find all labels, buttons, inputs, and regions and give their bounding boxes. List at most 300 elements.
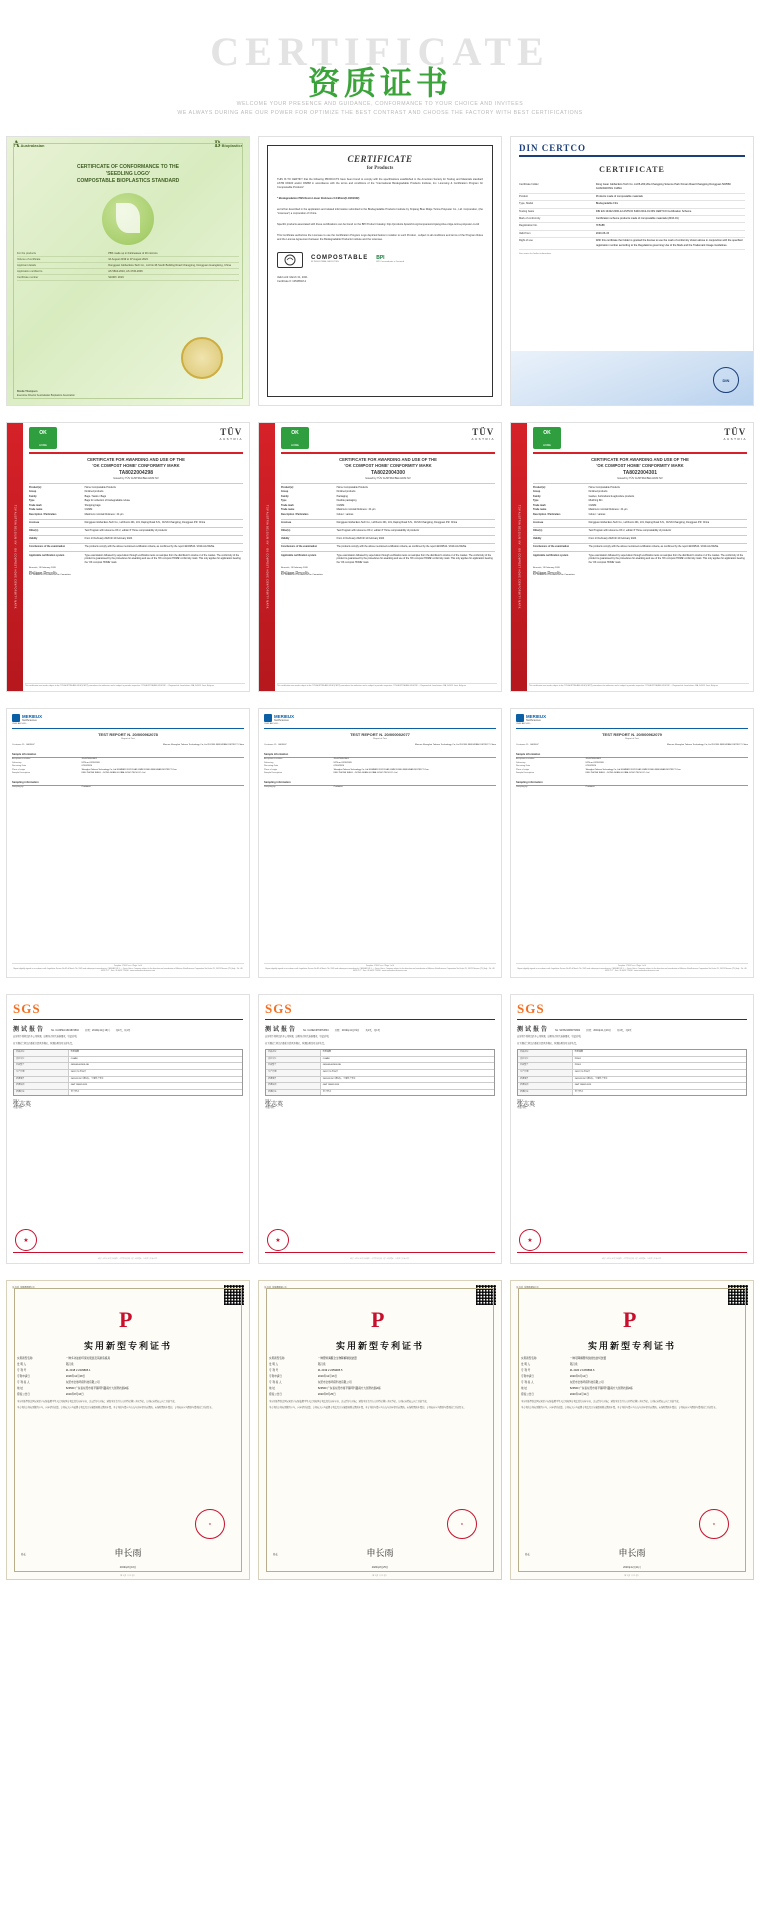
patent-row-key: 专 利 号 [521,1369,531,1372]
seedling-row-value: S1048 / 2019 [108,276,124,279]
patent-certificate-number: 证书号 第9533810 号 [516,1286,539,1289]
certificate-cell[interactable] [6,136,250,406]
tuv-row-value: Colour : various [588,513,606,517]
tuv-row-key: Family [29,494,37,498]
tuv-side-band: TÜV AUSTRIA BELGIUM NV · OK COMPOST HOME CONFORMITY MARK [7,423,23,691]
sgs-cell-key: 检测依据 [14,1083,69,1089]
patent-director-signature: 申长雨 [114,1548,142,1558]
din-row [519,194,745,201]
patent-title: 实用新型专利证书 [83,1341,172,1351]
patent-row-key: 专 利 号 [269,1369,279,1372]
gold-seal-icon [181,337,223,379]
patent-page-footer: 第 1 页（共 1 页） [624,1575,640,1577]
sgs-cell-key: 生产日期 [518,1070,573,1076]
merieux-sample-value: 20-007460-0001 [81,758,97,761]
sgs-table [517,1049,747,1096]
tuv-licensee-label: Licensee [533,521,544,525]
sgs-cell-key: 委托单位 [518,1057,573,1063]
sgs-cell-key: 检测结论 [266,1090,321,1096]
tuv-footer: This certification was made subject to the TÜV AUSTRIA BELGIUM (CERT) procedures for attribution and is subject to periodic inspection. TÜV AUSTRIA BELGIUM NV — Raymond de Larochelaan 19A, B-9051 Gent, Belgium [529,683,749,688]
merieux-page [516,714,748,972]
tuv-heading [533,457,747,469]
ok-compost-home-icon [281,427,309,449]
tuv-other-label: Other(s) [29,529,39,533]
patent-row-value: 2020年6月12日 [569,1375,588,1378]
merieux-sampling-title: Sampling information [516,781,748,786]
seedling-signer-name: Brodie Thompson [17,390,38,394]
patent-red-seal-icon: ★ [447,1509,477,1539]
sgs-cell-value: 符合要求 [70,1090,80,1093]
bpi-logos [277,252,483,268]
bpi-para-2: as further described in the application and related information submitted to the Biodegradable Products Institute by Xinjiang Blue Ridge Turina Polyester Co., Ltd. Corporation, (the "Licensee") a corporation of China [277,208,483,215]
merieux-footer [264,963,496,973]
certificate-cell[interactable] [258,1280,502,1580]
certificate-cell[interactable] [510,708,754,978]
sgs-table [13,1049,243,1096]
patent-emblem-letter: P [371,1307,385,1332]
din-certco-logo: DIN CERTCO [519,143,586,153]
din-detail-rows [511,182,753,256]
sgs-report-number: No. CANECI8708T2804 [303,1029,329,1032]
patent-row-key: 专利申请日 [269,1375,282,1378]
tuv-product-section [533,483,747,517]
tuv-product-section [29,483,243,517]
patent-page-footer: 第 1 页（共 1 页） [120,1575,136,1577]
tuv-row-value: Packaging [336,494,348,498]
merieux-customer-block [12,744,244,747]
merieux-template-line: Template: 176/02 rev. 4 Page 1 of 4 [113,965,143,968]
sgs-rule [265,1019,495,1020]
patent-title: 实用新型专利证书 [335,1341,424,1351]
patent-row-value: 2020年8月25日 [317,1393,336,1396]
din-row [519,238,745,250]
merieux-customer-block [516,744,748,747]
tuv-ok-compost-certificate-3[interactable] [510,422,754,692]
bpi-footer [277,276,483,284]
merieux-rule [516,728,748,729]
patent-director-signature: 申长雨 [366,1548,394,1558]
patent-row-key: 实用新型名称 [269,1357,285,1360]
tuv-row-key: Product(s): [281,485,294,489]
tuv-body [527,423,753,691]
sgs-red-rule [517,1252,747,1253]
merieux-footer [516,963,748,973]
merieux-sampling-block [12,781,244,789]
patent-row-key: 地 址 [521,1387,527,1390]
ok-compost-home-icon [29,427,57,449]
sgs-cell-value: CGMM [322,1057,330,1060]
tuv-other-section [29,527,243,533]
patent-paragraph-2: 本专利的专利权期限为十年，自申请日起算。专利权人应当依照专利法及其实施细则规定缴纳年费。本专利的年费应当在每年的申请日前缴纳。未按时缴纳年费的，专利权自应当缴纳年费期满之日起终止。 [269,1407,466,1410]
sgs-title: 测试报告 [517,1027,550,1033]
tuv-row-value: Finished products [336,490,356,494]
sgs-table-row [14,1077,242,1084]
seedling-row-key: Volume of certificate [17,258,41,261]
patent-director-signature: 申长雨 [618,1548,646,1558]
patent-row-key: 授权公告日 [521,1393,534,1396]
merieux-customer-address: Mesure Shanghai Takarra Technology Co.,Ltd 207460 FENGXIAN DISTRICT China [415,744,496,746]
tuv-row-key: Description / Particulars [281,513,309,517]
merieux-logo [12,714,244,722]
merieux-sampling-block [264,781,496,789]
merieux-customer-id-label: Customer ID [264,744,277,746]
sgs-report-number: No. CANHEC1619872802 [51,1029,79,1032]
bpi-certificate-image[interactable] [258,136,502,406]
tuv-signature-handwritten: Philippe Dewolfs [29,569,57,575]
tuv-licensee-value: Dongguan Global Eco-Tech Co., Ltd Room 201, 101, Daping Road S.N., CUSN Changping, Dongguan P.R. China [336,521,458,525]
merieux-sample-title: Sample information [12,753,244,758]
seedling-row-value: AS 5810-2010, AS 4736-2006 [108,270,143,273]
merieux-company: CHELAB S.R.L. [12,723,28,725]
patent-issue-date: 2020年8月25日 [371,1566,389,1569]
merieux-sample-value: UPS on 07/01/2020 [333,761,352,764]
merieux-report-number: TEST REPORT N. 20/000002077 [350,732,410,737]
patent-row-key: 专 利 权 人 [269,1381,282,1384]
patent-issue-date: 2019年8月16日 [119,1566,137,1569]
bpi-mark-text [311,255,368,264]
patent-paragraph-2: 本专利的专利权期限为十年，自申请日起算。专利权人应当依照专利法及其实施细则规定缴纳年费。本专利的年费应当在每年的申请日前缴纳。未按时缴纳年费的，专利权自应当缴纳年费期满之日起终止。 [521,1407,718,1410]
patent-row-key: 专利申请日 [521,1375,534,1378]
tuv-logo-text: TÜV [220,427,243,437]
certificate-cell[interactable] [6,1280,250,1580]
merieux-sample-value: 07/01/2020 [333,765,344,768]
patent-certificate-1[interactable] [6,1280,250,1580]
merieux-customer-id [516,744,539,747]
patent-row-value: ZL 2019 2 2259905.5 [317,1369,343,1372]
sgs-test-report-3[interactable] [510,994,754,1264]
sgs-page-count: 共1页，共1页 [365,1029,380,1032]
patent-certificate-3[interactable] [510,1280,754,1580]
sgs-cell-value: 2019/11/19 已测1次，全项符合要求 [322,1077,356,1080]
din-row-value: Biodegradable Film [595,202,619,206]
tuv-row-value: Maximum nominal thickness : 24 μm [84,513,124,517]
merieux-brand: MERIEUX NutriSciences [526,714,547,722]
certificate-cell[interactable] [258,136,502,406]
sgs-page-count: 共1页，共1页 [616,1029,632,1032]
sgs-cell-value: 吹塑薄膜 [574,1051,584,1054]
sgs-cell-value: PP001 [574,1057,581,1060]
patent-issue-date: 2020年12月11日 [623,1566,641,1569]
tuv-logo-row [29,427,243,449]
sgs-table-row [518,1050,746,1057]
sgs-title-row [265,1024,495,1033]
tuv-row-key: Trade name [533,508,547,512]
seedling-heading-l1: CERTIFICATE OF CONFORMANCE TO THE [76,164,180,170]
sgs-paragraph-1: 兹证明下列样品经本公司检测，结果符合相关标准要求，特此证明。 [517,1036,583,1038]
tuv-row-key: Type [29,499,35,503]
sgs-table-row [14,1070,242,1077]
tuv-row-key: Description / Particulars [29,513,57,517]
tuv-ok-compost-certificate-1[interactable] [6,422,250,692]
sgs-cell-value: GB/T 38082-2019 [70,1084,88,1087]
tuv-applicable-value: Type examination followed by supervision through verification tests on samples from the distributor's stocks or of the market. The conformity of the product is guaranteed by the procedures for awarding and use of the 'OK compost HOME' conformity mark. This only applies for application bearing the 'OK compost HOME' mark. [336,553,493,564]
certificate-cell[interactable] [510,1280,754,1580]
merieux-sample-key: Sample Description [516,772,535,775]
merieux-sample-value: DELI PHONE SHELL - DONG GUAN GLOBAL ECHO TECH CO. Ltd [333,772,398,775]
seedling-signature [17,390,75,397]
tuv-body [275,423,501,691]
tuv-austria-logo [471,427,495,441]
sgs-signer-label: 签发人： [265,1100,274,1103]
tuv-conclusion-section [281,543,495,549]
tuv-heading-l1: CERTIFICATE FOR AWARDING AND USE OF THE [87,457,185,462]
sgs-report-number: No. SZX6219800T1802 [555,1029,581,1032]
tuv-row-key: Type [281,499,287,503]
tuv-logo-sub: AUSTRIA [219,437,243,441]
tuv-row-key: Type [533,499,539,503]
din-row-key: Valid from [519,231,531,235]
merieux-sample-key: Delivering [264,761,274,764]
merieux-sampling-key: Sampling by [264,786,276,789]
sgs-signature-block [517,1100,747,1110]
seedling-row-value: PBS made up in thicknesses of 30 microns [108,252,158,255]
sgs-table-row [266,1083,494,1090]
merieux-logo [264,714,496,722]
merieux-brand-sub: NutriSciences [274,719,289,722]
tuv-conclusion-value: The products comply with the above mentioned certification criteria, as confirmed by the report EN32544 / 2019-AG-5029a. [336,545,467,549]
sgs-signer-label: 签发人： [13,1100,22,1103]
merieux-sample-key: Acceptance number [12,758,31,761]
tuv-validity-section [533,535,747,541]
sgs-table-row [266,1050,494,1057]
sgs-paragraph-2: 以下测试之样品由委托方提供并确认，检测结果仅对来样负责。 [517,1042,579,1045]
patent-row-value: 2018年12月28日 [65,1375,86,1378]
sgs-cell-key: 生产日期 [14,1070,69,1076]
sgs-paragraph-1: 兹证明下列样品经本公司检测，结果符合相关标准要求，特此证明。 [13,1036,79,1038]
sgs-table-row [518,1077,746,1084]
certificate-cell[interactable] [6,994,250,1264]
tuv-row-key: Family [281,494,289,498]
seedling-certificate-image[interactable] [6,136,250,406]
tuv-conclusion-label: Conclusions of the examination [29,545,66,549]
din-see-annex: See annex for further information. [519,253,552,256]
certificate-cell[interactable] [258,994,502,1264]
merieux-sample-value: UPS on 07/01/2020 [585,761,604,764]
din-row-key: Certificate holder [519,183,539,186]
certificate-cell[interactable] [510,422,754,692]
seedling-row-key: Certificate number [17,276,39,279]
din-row-value: Dong Guan Global Eco Tech Co. Ltd B-203,20a Changping Science Park Xinnan Road Changping Dongguan 523560 GUANGDONG CHINA [595,183,731,191]
patent-row-key: 专 利 权 人 [17,1381,30,1384]
tuv-row-value: Shopping bags [84,503,101,507]
bpi-product-line: * Biodegradation PBS Resin Linear thickness 0.048mm(0.1024/032) [277,197,360,200]
merieux-sample-key: Delivering [516,761,526,764]
ghost-title: CERTIFICATE [210,29,550,74]
tuv-conclusion-value: The products comply with the above mentioned certification criteria, as confirmed by the report EN32544 / 2019-AG-5029a. [588,545,719,549]
merieux-of-label: Report of Test [121,738,135,740]
patent-certificate-number: 证书号 第9088021 号 [264,1286,287,1289]
certificate-cell[interactable] [258,422,502,692]
din-row-key: Registration No. [519,224,538,228]
tuv-heading [29,457,243,469]
merieux-sample-title: Sample information [516,753,748,758]
merieux-sample-value: Shanghai Takarra Technology Co, Ltd NUMBER 2012 ROAD JIMB 201460 FENGXIAN DISTRICT Cina [333,768,429,771]
sgs-rule [13,1019,243,1020]
certificate-cell[interactable] [6,422,250,692]
tuv-applicable-section [29,551,243,564]
tuv-validity-label: Validity [281,537,290,541]
merieux-legal-line: Report digitally signed in accordance with Legislative Decree No.82 of March 7th, 2005 and subsequent amendments. CHELAB S.R.L. — Socio Unico, Company subject to the direction and coordination of Mérieux NutriSciences Corporation Via Fratta 25, 31023 Resana (TV) Italy · Tel +39 0423 7177 · Fax +39 0423 715058 · www.merieuxnutrisciences.com [13,967,243,973]
tuv-certificate-number: TA8022004298 [118,470,154,476]
sgs-report-date: 日期：2019年11月19日 [334,1029,360,1032]
merieux-sampling-block [516,781,748,789]
tuv-licensee-value: Dongguan Global Eco-Tech Co., Ltd Room 201, 101, Daping Road S.N., CUSN Changping, Dongguan P.R. China [84,521,206,525]
merieux-of-label: Report of Test [625,738,639,740]
sgs-signature-block [13,1100,243,1110]
sgs-table-row [518,1070,746,1077]
tuv-place-date: Brussels, 15 February 2020 [533,567,560,570]
tuv-conclusion-label: Conclusions of the examination [533,545,570,549]
sgs-table-row [266,1057,494,1064]
patent-director-label: 局长 [21,1553,26,1557]
certificate-cell[interactable] [258,708,502,978]
merieux-sample-value: 07/01/2020 [585,765,596,768]
tuv-logo-row [281,427,495,449]
din-row [519,201,745,208]
merieux-customer-id-value: 0063007 [26,744,35,746]
din-row-value: Certification scheme products made of compostable materials (2016-01) [595,217,679,221]
sgs-cell-key: 检测结论 [14,1090,69,1096]
merieux-sampling-key: Sampling by [516,786,528,789]
din-certco-certificate-image[interactable] [510,136,754,406]
tuv-other-label: Other(s) [281,529,291,533]
patent-row-value: ZL 2020 2 1065896.6 [569,1369,595,1372]
merieux-template-line: Template: 176/02 rev. 4 Page 1 of 4 [365,965,395,968]
merieux-customer-address: Mesure Shanghai Takarra Technology Co.,Ltd 207460 FENGXIAN DISTRICT China [667,744,748,746]
bpi-certificate-number: Certificate #: 10528518-2 [277,280,307,283]
sgs-red-rule [265,1252,495,1253]
merieux-mark-icon [264,714,272,722]
tuv-other-value: Test Program with reference OK 2, edition 8 'Home compostability of products' [588,529,672,533]
merieux-company: CHELAB S.R.L. [264,723,280,725]
tuv-applicable-value: Type examination followed by supervision through verification tests on samples from the distributor's stocks or of the market. The conformity of the product is guaranteed by the procedures for awarding and use of the 'OK compost HOME' conformity mark. This only applies for application bearing the 'OK compost HOME' mark. [588,553,745,564]
tuv-heading-l2: 'OK COMPOST HOME' CONFORMITY MARK [596,463,684,468]
certificate-cell[interactable] [6,708,250,978]
sgs-date-label: 签发日期： [13,1107,24,1110]
sgs-cell-value: 符合要求 [574,1090,584,1093]
patent-certificate-2[interactable] [258,1280,502,1580]
tuv-logo-sub: AUSTRIA [723,437,747,441]
certificate-grid-row-1 [0,130,760,416]
merieux-sampling-title: Sampling information [264,781,496,786]
tuv-conclusion-section [29,543,243,549]
tuv-austria-logo [219,427,243,441]
tuv-signer-title: Ph. DEWOLFS President of the Committee [533,573,575,576]
sgs-page [517,1001,747,1257]
din-seal-icon: DIN [713,367,739,393]
sgs-title-row [13,1024,243,1033]
tuv-logo-text: TÜV [472,427,495,437]
din-row-key: Testing basis [519,209,534,213]
page-header [0,0,760,130]
tuv-signer-title: Ph. DEWOLFS President of the Committee [281,573,323,576]
patent-emblem-icon [615,1307,649,1337]
tuv-row-value: Finished products [84,490,104,494]
patent-paragraph-1: 本实用新型经过国家知识产权局依照中华人民共和国专利法进行初步审查，决定授予专利权，颁发本证书并在专利登记簿上予以登记。专利权自授权公告之日起生效。 [521,1401,681,1403]
merieux-legal-line: Report digitally signed in accordance with Legislative Decree No.82 of March 7th, 2005 and subsequent amendments. CHELAB S.R.L. — Socio Unico, Company subject to the direction and coordination of Mérieux NutriSciences Corporation Via Fratta 25, 31023 Resana (TV) Italy · Tel +39 0423 7177 · Fax +39 0423 715058 · www.merieuxnutrisciences.com [517,967,747,973]
tuv-signer-title: Ph. DEWOLFS President of the Committee [29,573,71,576]
tuv-row-value: Home Compostable Products [84,485,116,489]
sgs-table-row [14,1090,242,1096]
din-row-value: 2020-06-15 [595,231,610,235]
sgs-cell-value: 符合要求 [322,1090,332,1093]
tuv-rule [29,452,243,454]
patent-row-key: 专 利 权 人 [521,1381,534,1384]
merieux-template-line: Template: 176/02 rev. 4 Page 1 of 4 [617,965,647,968]
sgs-cell-value: GB/T 38082-2019 [322,1084,340,1087]
patent-row-key: 发 明 人 [521,1363,531,1366]
merieux-test-report-1[interactable] [6,708,250,978]
sgs-cell-key: 样品型号 [518,1063,573,1069]
bpi-org-label: BPI [376,255,385,262]
tuv-validity-section [281,535,495,541]
patent-red-seal-icon: ★ [699,1509,729,1539]
merieux-sample-key: Sample Description [12,772,31,775]
tuv-other-value: Test Program with reference OK 2, edition 8 'Home compostability of products' [336,529,420,533]
tuv-place-date: Brussels, 15 February 2020 [29,567,56,570]
din-row-value: 7F5188 [595,224,605,228]
tuv-licensee-section [281,519,495,525]
merieux-sample-key: Receiving Date [12,765,27,768]
bpi-title: CERTIFICATE [347,154,413,164]
merieux-sample-key: Acceptance number [516,758,535,761]
tuv-ok-compost-certificate-2[interactable] [258,422,502,692]
tuv-body [23,423,249,691]
tuv-row-key: Description / Particulars [533,513,561,517]
tuv-row-value: CGMM [336,503,345,507]
merieux-customer-id-value: 0063007 [530,744,539,746]
patent-row-key: 发 明 人 [17,1363,27,1366]
tuv-validity-label: Validity [29,537,38,541]
certificate-cell[interactable] [510,994,754,1264]
merieux-sampling-key: Sampling by [12,786,24,789]
patent-emblem-letter: P [623,1307,637,1332]
merieux-sample-block [264,753,496,775]
merieux-test-report-2[interactable] [258,708,502,978]
sgs-red-rule [13,1252,243,1253]
bpi-valid-until: Valid until: March 31, 2021 [277,276,308,279]
tuv-row-value: Bags / Sacks / Bags [84,494,107,498]
certificate-cell[interactable] [510,136,754,406]
patent-row-value: 东莞市全球环保科技有限公司 [317,1381,352,1384]
patent-emblem-icon [363,1307,397,1337]
tuv-certificate-number: TA8022004301 [622,470,658,476]
merieux-sample-value: DELI PHONE SHELL - DONG GUAN GLOBAL ECHO TECH CO. Ltd [585,772,650,775]
sgs-table-row [14,1050,242,1057]
seedling-row-key: For the products [17,252,36,255]
merieux-mark-icon [516,714,524,722]
tuv-row-value: Home Compostable Products [588,485,620,489]
merieux-page [264,714,496,972]
sgs-table-row [266,1090,494,1096]
merieux-brand-sub: NutriSciences [526,719,541,722]
tuv-logo-text: TÜV [724,427,747,437]
sgs-test-report-2[interactable] [258,994,502,1264]
tuv-applicable-value: Type examination followed by supervision through verification tests on samples from the distributor's stocks or of the market. The conformity of the product is guaranteed by the procedures for awarding and use of the 'OK compost HOME' conformity mark. This only applies for application bearing the 'OK compost HOME' mark. [84,553,241,564]
merieux-test-report-3[interactable] [510,708,754,978]
sgs-cell-key: 检测依据 [518,1083,573,1089]
merieux-customer-address: Mesure Shanghai Takarra Technology Co.,Ltd 207460 FENGXIAN DISTRICT China [163,744,244,746]
merieux-sample-key: Receiving Date [264,765,279,768]
merieux-sample-value: 20-007460-0001 [333,758,349,761]
header-subtitle-line2: WE ALWAYS DURING ARE OUR POWER FOR OPTIMIZE THE BEST CONTRAST AND CHOOSE THE FACTORY WITH BEST CERTIFICATIONS [177,110,583,116]
tuv-rule [533,452,747,454]
merieux-sample-value: Shanghai Takarra Technology Co, Ltd NUMBER 2012 ROAD JIMB 201460 FENGXIAN DISTRICT Cina [585,768,681,771]
sgs-test-report-1[interactable] [6,994,250,1264]
tuv-heading-l2: 'OK COMPOST HOME' CONFORMITY MARK [92,463,180,468]
din-header [511,137,753,157]
patent-row-key: 专利申请日 [17,1375,30,1378]
